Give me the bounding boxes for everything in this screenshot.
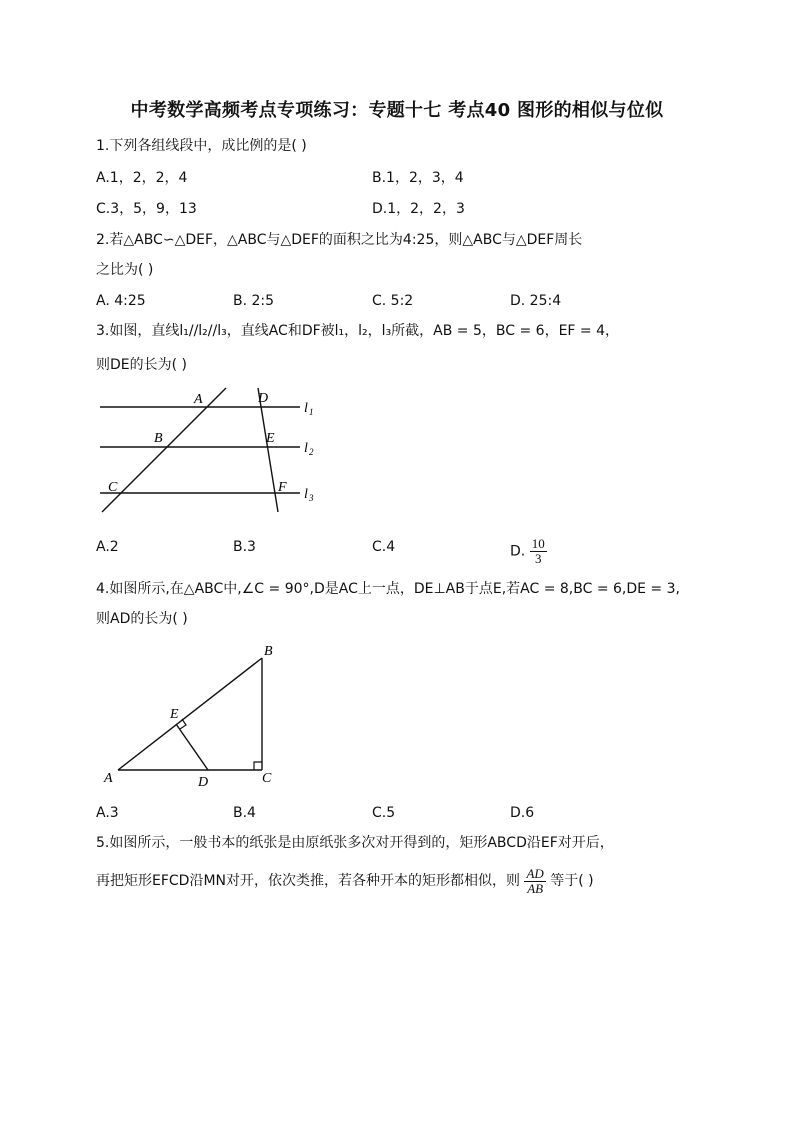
label-b: B (154, 431, 163, 446)
q3-option-a: A.2 (96, 539, 119, 555)
q1-option-d: D.1，2，2，3 (372, 201, 465, 217)
question-1-stem: 1.下列各组线段中，成比例的是( ) (96, 138, 307, 154)
label-f: F (278, 480, 287, 495)
q2-option-c: C. 5:2 (372, 293, 414, 309)
fraction-numerator: 10 (531, 536, 545, 551)
label-l1-sub: 1 (309, 407, 314, 417)
question-2-stem-line2: 之比为( ) (96, 262, 154, 278)
label-l1: l (304, 401, 308, 416)
q2-option-a: A. 4:25 (96, 293, 146, 309)
question-3-stem-line1: 3.如图，直线l₁//l₂//l₃，直线AC和DF被l₁，l₂，l₃所截，AB = 5，BC = 6，EF = 4， (96, 323, 620, 339)
fraction-denominator: AB (527, 880, 544, 896)
q3-option-d-fraction (530, 537, 547, 566)
side-ab (118, 658, 262, 770)
q3-option-b: B.3 (233, 539, 256, 555)
segment-de (176, 724, 208, 770)
q3-option-d-label: D. (510, 543, 526, 560)
page-title: 中考数学高频考点专项练习：专题十七 考点40 图形的相似与位似 (130, 100, 664, 121)
label-a: A (104, 771, 113, 786)
q2-option-b: B. 2:5 (233, 293, 275, 309)
label-l3: l (304, 487, 308, 502)
question-2-stem-line1: 2.若△ABC∽△DEF，△ABC与△DEF的面积之比为4:25，则△ABC与△DEF周长 (96, 232, 583, 248)
label-l3-sub: 3 (309, 493, 314, 503)
parallel-lines-figure (96, 384, 336, 520)
label-l2: l (304, 441, 308, 456)
label-l2-sub: 2 (309, 447, 314, 457)
q5-fraction (524, 867, 545, 896)
q1-option-a: A.1，2，2，4 (96, 170, 188, 186)
question-4-stem-line1: 4.如图所示,在△ABC中,∠C = 90°,D是AC上一点，DE⊥AB于点E,若AC = 8,BC = 6,DE = 3, (96, 581, 680, 597)
label-e: E (266, 431, 275, 446)
label-d: D (198, 775, 209, 790)
q3-option-c: C.4 (372, 539, 396, 555)
q4-option-b: B.4 (233, 805, 256, 821)
q1-option-c: C.3，5，9，13 (96, 201, 197, 217)
question-5-stem-line1: 5.如图所示，一般书本的纸张是由原纸张多次对开得到的，矩形ABCD沿EF对开后， (96, 835, 614, 851)
label-c: C (262, 771, 272, 786)
q5-line2-pre: 再把矩形EFCD沿MN对开，依次类推，若各种开本的矩形都相似，则 (96, 873, 521, 889)
question-5-stem-line2 (96, 864, 696, 898)
fraction-denominator: 3 (534, 551, 542, 566)
q1-option-b: B.1，2，3，4 (372, 170, 464, 186)
right-triangle-figure (96, 638, 296, 794)
q4-option-d: D.6 (510, 805, 535, 821)
q2-option-d: D. 25:4 (510, 293, 562, 309)
q5-line2-post: 等于( ) (550, 873, 594, 889)
question-3-stem-line2: 则DE的长为( ) (96, 357, 187, 373)
question-4-stem-line2: 则AD的长为( ) (96, 611, 188, 627)
label-b: B (264, 644, 273, 659)
q3-option-d (510, 537, 547, 566)
right-angle-mark-c (254, 762, 262, 770)
label-a: A (194, 392, 203, 407)
label-e: E (170, 707, 179, 722)
label-d: D (258, 391, 269, 406)
q4-option-c: C.5 (372, 805, 396, 821)
fraction-numerator: AD (526, 865, 544, 881)
label-c: C (108, 480, 118, 495)
q4-option-a: A.3 (96, 805, 119, 821)
